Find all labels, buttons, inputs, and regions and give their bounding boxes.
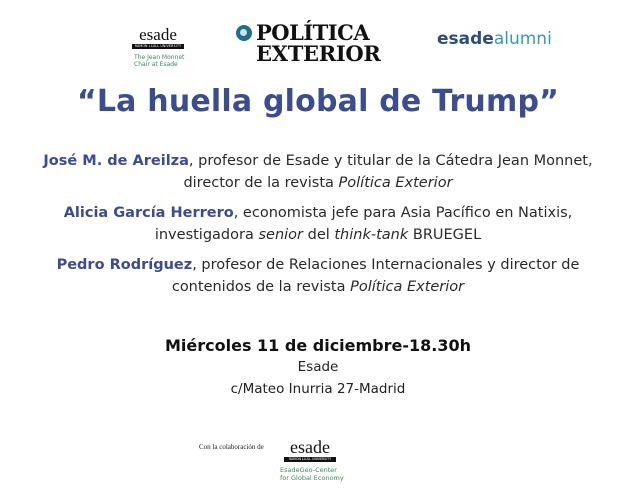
speaker-desc: , profesor de Relaciones Internacionales y director de contenidos de la revista xyxy=(171,257,580,295)
speaker-desc-italic2: think-tank xyxy=(334,227,409,243)
jean-monnet-line1: The Jean Monnet xyxy=(134,54,185,61)
esadegeo-line1: EsadeGeo-Center xyxy=(280,466,337,474)
esadegeo-logo xyxy=(280,438,360,482)
event-date: Miércoles 11 de diciembre-18.30h xyxy=(164,336,472,355)
speaker-entry xyxy=(40,254,596,298)
esade-logo-tagline: RAMON LLULL UNIVERSITY xyxy=(132,44,184,49)
alumni-logo-part2: alumni xyxy=(493,29,552,49)
event-address: c/Mateo Inurria 27-Madrid xyxy=(230,381,406,397)
collaboration-label: Con la colaboración de xyxy=(199,443,264,451)
speaker-desc-italic: Política Exterior xyxy=(338,175,453,191)
speaker-desc-italic: Política Exterior xyxy=(350,279,465,295)
pe-logo-line2: EXTERIOR xyxy=(256,41,381,66)
speaker-name: Pedro Rodríguez xyxy=(56,257,193,273)
event-title: “La huella global de Trump” xyxy=(76,84,560,119)
speaker-desc-mid: del xyxy=(303,227,335,243)
speakers-list xyxy=(40,150,596,306)
speaker-name: José M. de Areilza xyxy=(43,153,189,169)
esade-jean-monnet-logo xyxy=(128,26,188,68)
jean-monnet-line2: Chair at Esade xyxy=(134,61,178,68)
speaker-desc: , economista jefe para Asia Pacífico en Natixis, investigadora xyxy=(154,205,573,243)
pe-logo-line1: POLÍTICA xyxy=(256,20,370,45)
globe-emblem-icon xyxy=(236,25,252,41)
speaker-desc-italic: senior xyxy=(258,227,303,243)
speaker-entry xyxy=(40,202,596,246)
esade-alumni-logo xyxy=(437,29,552,49)
speaker-desc-end: BRUEGEL xyxy=(408,227,482,243)
footer-logo-word: esade xyxy=(290,437,330,457)
esade-logo-word: esade xyxy=(139,25,177,44)
event-venue: Esade xyxy=(297,359,339,375)
footer-logo-tagline: RAMON LLULL UNIVERSITY xyxy=(284,457,336,462)
speaker-entry xyxy=(40,150,596,194)
speaker-desc: , profesor de Esade y titular de la Cátedra Jean Monnet, director de la revista xyxy=(183,153,593,191)
speaker-name: Alicia García Herrero xyxy=(63,205,234,221)
esadegeo-line2: for Global Economy xyxy=(280,474,344,482)
alumni-logo-part1: esade xyxy=(437,29,494,49)
